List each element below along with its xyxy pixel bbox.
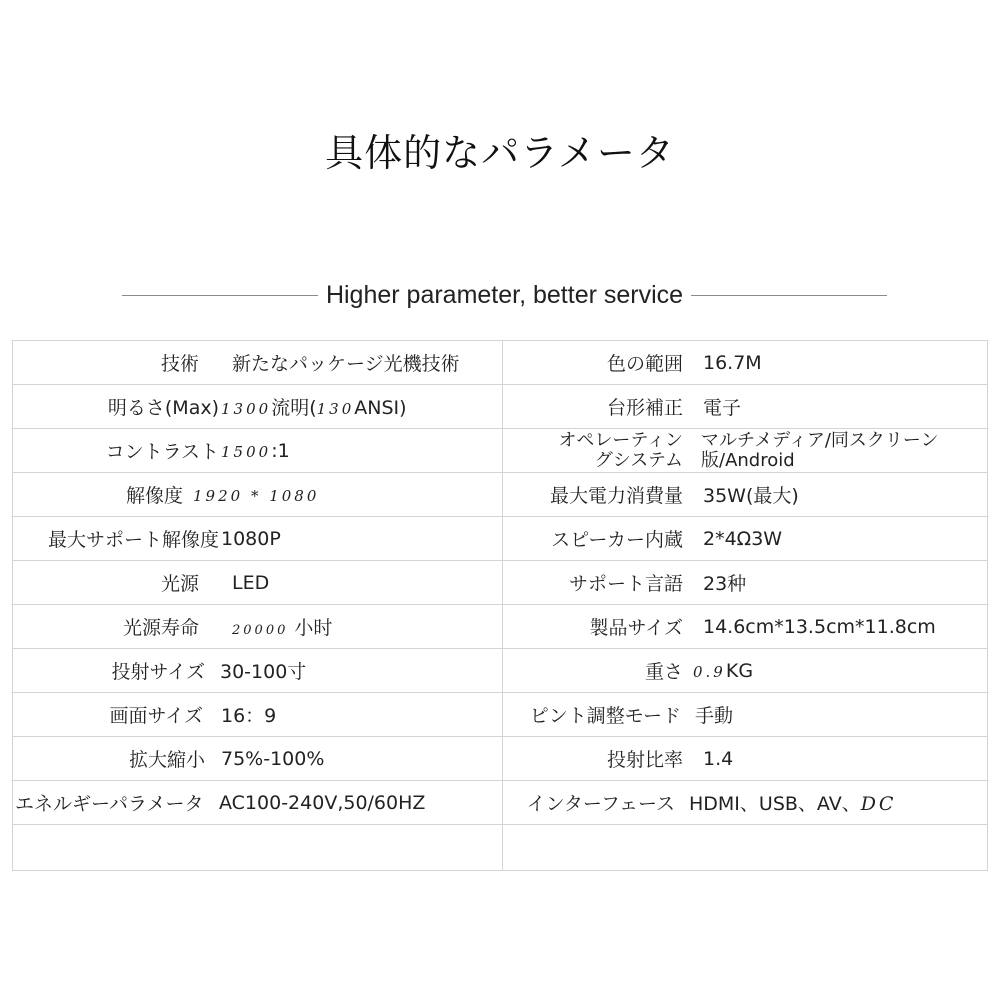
spec-cell	[503, 649, 988, 693]
spec-value: 20000 小时	[232, 617, 333, 639]
spec-cell	[13, 561, 503, 605]
spec-label: 台形補正	[606, 397, 683, 419]
table-row	[13, 517, 988, 561]
spec-value: 1500:1	[221, 439, 290, 462]
spec-value: 16.7M	[703, 351, 762, 374]
spec-label: 拡大縮小	[128, 749, 205, 771]
spec-value: 2*4Ω3W	[703, 527, 783, 550]
table-row	[13, 473, 988, 517]
table-row	[13, 605, 988, 649]
spec-cell	[13, 605, 503, 649]
subtitle: Higher parameter, better service	[325, 280, 684, 309]
spec-cell	[13, 385, 503, 429]
table-row	[13, 561, 988, 605]
spec-label: サポート言語	[568, 573, 683, 595]
table-row	[13, 385, 988, 429]
spec-value: 新たなパッケージ光機技術	[232, 353, 460, 375]
spec-cell	[13, 649, 503, 693]
spec-cell	[503, 429, 988, 473]
divider-right	[691, 295, 887, 296]
spec-value: 1080P	[221, 527, 281, 550]
spec-cell	[13, 737, 503, 781]
spec-label: エネルギーパラメータ	[15, 793, 204, 815]
table-row	[13, 649, 988, 693]
spec-cell	[503, 561, 988, 605]
spec-cell	[503, 737, 988, 781]
spec-value: 14.6cm*13.5cm*11.8cm	[703, 615, 936, 638]
spec-label: 明るさ(Max)	[107, 397, 219, 419]
subtitle-row	[122, 277, 887, 313]
spec-label: 投射サイズ	[111, 661, 205, 683]
spec-table	[12, 340, 988, 871]
spec-value: AC100-240V,50/60HZ	[219, 791, 426, 814]
spec-value: マルチメディア/同スクリーン版/Android	[701, 429, 939, 471]
spec-label: オペレーティングシステム	[558, 429, 683, 471]
spec-label: 光源	[160, 573, 199, 595]
spec-cell-empty	[13, 825, 503, 871]
spec-value: 16：9	[221, 705, 277, 727]
page-title: 具体的なパラメータ	[325, 131, 675, 175]
spec-cell	[503, 341, 988, 385]
spec-cell	[503, 473, 988, 517]
table-row	[13, 781, 988, 825]
spec-label: スピーカー内蔵	[551, 529, 683, 551]
spec-label: 最大サポート解像度	[47, 529, 219, 551]
spec-cell-empty	[503, 825, 988, 871]
spec-label: 製品サイズ	[589, 617, 683, 639]
spec-cell	[13, 517, 503, 561]
spec-label: 投射比率	[606, 749, 683, 771]
spec-value: 1.4	[703, 747, 734, 770]
spec-label: コントラスト	[105, 441, 219, 463]
spec-label: 画面サイズ	[109, 705, 203, 727]
spec-value: 電子	[703, 397, 742, 419]
spec-label: 光源寿命	[122, 617, 199, 639]
spec-cell	[503, 385, 988, 429]
spec-value: 手動	[695, 705, 734, 727]
spec-cell	[503, 781, 988, 825]
spec-cell	[13, 341, 503, 385]
table-row	[13, 693, 988, 737]
spec-cell	[503, 605, 988, 649]
spec-cell	[13, 473, 503, 517]
spec-label: 重さ	[644, 661, 683, 683]
spec-cell	[503, 693, 988, 737]
spec-label: インターフェース	[526, 793, 675, 815]
spec-value: 23种	[703, 573, 747, 595]
spec-cell	[13, 429, 503, 473]
table-row	[13, 429, 988, 473]
spec-label: 技術	[160, 353, 199, 375]
spec-value: 35W(最大)	[703, 485, 799, 507]
spec-label: 解像度	[125, 485, 183, 507]
spec-cell	[503, 517, 988, 561]
table-row	[13, 737, 988, 781]
spec-label: 最大電力消費量	[549, 485, 683, 507]
spec-label: ピント調整モード	[529, 705, 681, 727]
spec-value: 1920 * 1080	[193, 486, 320, 505]
table-row-empty	[13, 825, 988, 871]
spec-value: 30-100寸	[220, 661, 307, 683]
spec-value: 0.9KG	[693, 659, 754, 682]
spec-value: 75%-100%	[221, 747, 325, 770]
spec-value: HDMI、USB、AV、DC	[689, 793, 897, 815]
spec-cell	[13, 693, 503, 737]
spec-cell	[13, 781, 503, 825]
divider-left	[122, 295, 318, 296]
spec-value: 1300流明(130ANSI)	[221, 397, 407, 419]
spec-value: LED	[232, 571, 270, 594]
spec-label: 色の範囲	[606, 353, 683, 375]
table-row	[13, 341, 988, 385]
